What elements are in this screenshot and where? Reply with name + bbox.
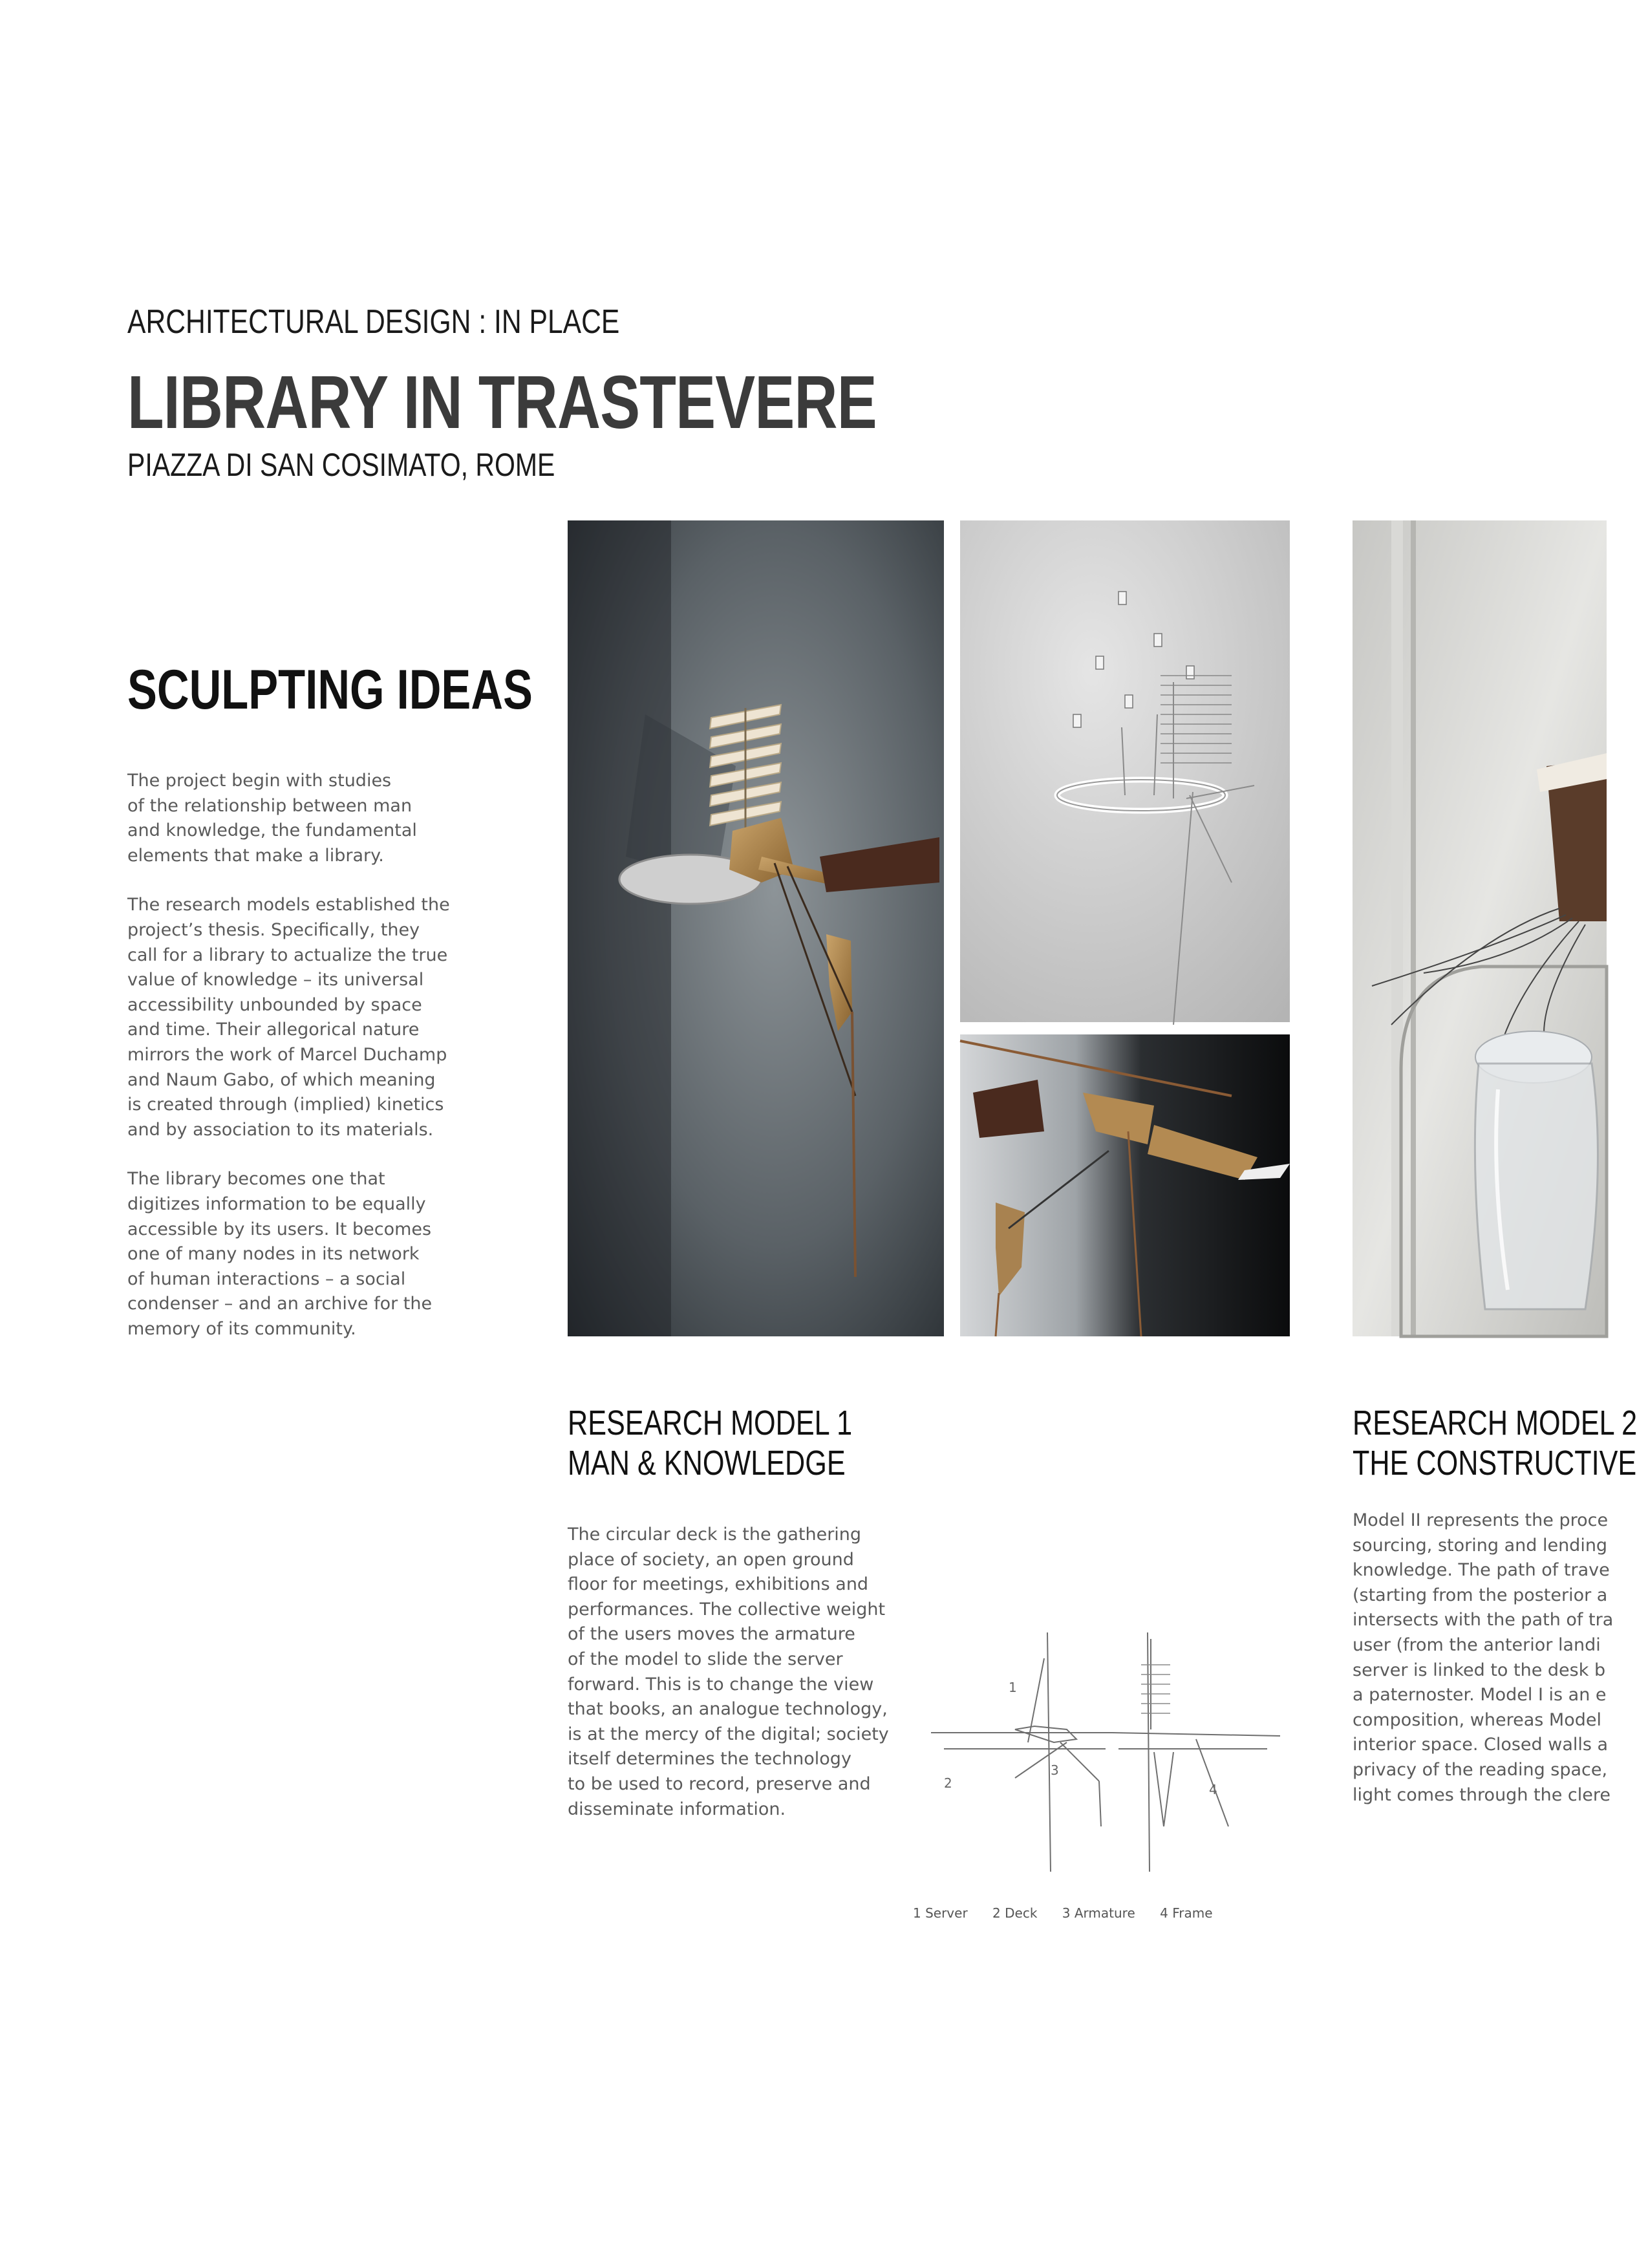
text-line: sourcing, storing and lending xyxy=(1353,1535,1608,1556)
text-line: (starting from the posterior a xyxy=(1353,1585,1608,1605)
model1-photo-large xyxy=(568,520,944,1336)
diagram-label-1: 1 xyxy=(1009,1680,1017,1695)
section-kicker: ARCHITECTURAL DESIGN : IN PLACE xyxy=(127,303,620,341)
text-line: accessibility unbounded by space xyxy=(127,994,422,1015)
intro-paragraph xyxy=(127,769,489,868)
model1-photo-top-illustration xyxy=(960,520,1290,1022)
text-line: memory of its community. xyxy=(127,1318,356,1339)
text-line: accessible by its users. It becomes xyxy=(127,1219,432,1239)
text-line: and knowledge, the fundamental xyxy=(127,820,417,841)
text-line: disseminate information. xyxy=(568,1799,786,1819)
text-line: call for a library to actualize the true xyxy=(127,945,448,965)
text-line: that books, an analogue technology, xyxy=(568,1699,888,1720)
diagram-label-4: 4 xyxy=(1209,1782,1217,1797)
text-line: place of society, an open ground xyxy=(568,1549,854,1570)
text-line: of the users moves the armature xyxy=(568,1624,855,1645)
text-line: is created through (implied) kinetics xyxy=(127,1095,444,1115)
legend-item-deck: 2 Deck xyxy=(992,1905,1038,1921)
model1-photo-illustration xyxy=(568,520,944,1336)
text-line: and time. Their allegorical nature xyxy=(127,1020,420,1040)
text-line: digitizes information to be equally xyxy=(127,1193,426,1214)
text-line: of the model to slide the server xyxy=(568,1649,843,1669)
text-line: privacy of the reading space, xyxy=(1353,1759,1608,1780)
legend-item-frame: 4 Frame xyxy=(1160,1905,1213,1921)
text-line: The library becomes one that xyxy=(127,1169,385,1190)
text-line: performances. The collective weight xyxy=(568,1599,886,1620)
model1-heading-line1: RESEARCH MODEL 1 xyxy=(568,1404,853,1442)
model2-photo xyxy=(1353,520,1607,1336)
intro-text xyxy=(127,769,489,1366)
text-line: composition, whereas Model xyxy=(1353,1709,1601,1730)
text-line: value of knowledge – its universal xyxy=(127,970,424,990)
text-line: mirrors the work of Marcel Duchamp xyxy=(127,1044,447,1065)
text-line: itself determines the technology xyxy=(568,1749,851,1770)
text-line: The project begin with studies xyxy=(127,771,392,791)
model2-photo-illustration xyxy=(1353,520,1607,1336)
text-line: intersects with the path of tra xyxy=(1353,1610,1614,1631)
text-line: of the relationship between man xyxy=(127,795,412,816)
text-line: of human interactions – a social xyxy=(127,1268,406,1289)
model2-heading xyxy=(1353,1403,1637,1483)
intro-heading: SCULPTING IDEAS xyxy=(127,659,533,721)
model2-heading-line1: RESEARCH MODEL 2 xyxy=(1353,1404,1637,1442)
text-line: The circular deck is the gathering xyxy=(568,1524,862,1545)
text-line: interior space. Closed walls a xyxy=(1353,1735,1609,1755)
legend-item-server: 1 Server xyxy=(913,1905,968,1921)
text-line: forward. This is to change the view xyxy=(568,1674,874,1695)
text-line: and by association to its materials. xyxy=(127,1119,434,1140)
text-line: a paternoster. Model I is an e xyxy=(1353,1685,1607,1706)
text-line: and Naum Gabo, of which meaning xyxy=(127,1069,436,1090)
text-line: one of many nodes in its network xyxy=(127,1244,420,1265)
text-line: light comes through the clere xyxy=(1353,1784,1610,1805)
legend-item-armature: 3 Armature xyxy=(1062,1905,1135,1921)
text-line: The research models established the xyxy=(127,895,450,915)
model1-photo-detail xyxy=(960,1034,1290,1336)
model1-sketch xyxy=(918,1620,1293,1878)
page-subtitle: PIAZZA DI SAN COSIMATO, ROME xyxy=(127,447,555,483)
diagram-legend xyxy=(913,1905,1234,1921)
diagram-label-3: 3 xyxy=(1051,1762,1059,1778)
text-line: Model II represents the proce xyxy=(1353,1510,1609,1530)
text-line: project’s thesis. Specifically, they xyxy=(127,919,420,940)
model1-photo-detail-illustration xyxy=(960,1034,1290,1336)
diagram-label-2: 2 xyxy=(944,1775,952,1791)
page-title: LIBRARY IN TRASTEVERE xyxy=(127,360,877,444)
model1-text xyxy=(568,1523,904,1822)
text-line: knowledge. The path of trave xyxy=(1353,1560,1610,1581)
text-line: condenser – and an archive for the xyxy=(127,1294,433,1314)
model1-photo-top xyxy=(960,520,1290,1022)
model1-heading xyxy=(568,1403,852,1483)
model1-diagram xyxy=(918,1620,1293,1878)
model2-heading-line2: THE CONSTRUCTIVE xyxy=(1353,1444,1637,1482)
text-line: floor for meetings, exhibitions and xyxy=(568,1574,869,1595)
text-line: server is linked to the desk b xyxy=(1353,1660,1606,1680)
text-line: user (from the anterior landi xyxy=(1353,1634,1601,1655)
text-line: to be used to record, preserve and xyxy=(568,1773,871,1794)
intro-paragraph xyxy=(127,893,489,1142)
model1-heading-line2: MAN & KNOWLEDGE xyxy=(568,1444,846,1482)
text-line: is at the mercy of the digital; society xyxy=(568,1724,889,1744)
intro-paragraph xyxy=(127,1167,489,1342)
model2-text xyxy=(1353,1508,1614,1808)
text-line: elements that make a library. xyxy=(127,845,384,866)
